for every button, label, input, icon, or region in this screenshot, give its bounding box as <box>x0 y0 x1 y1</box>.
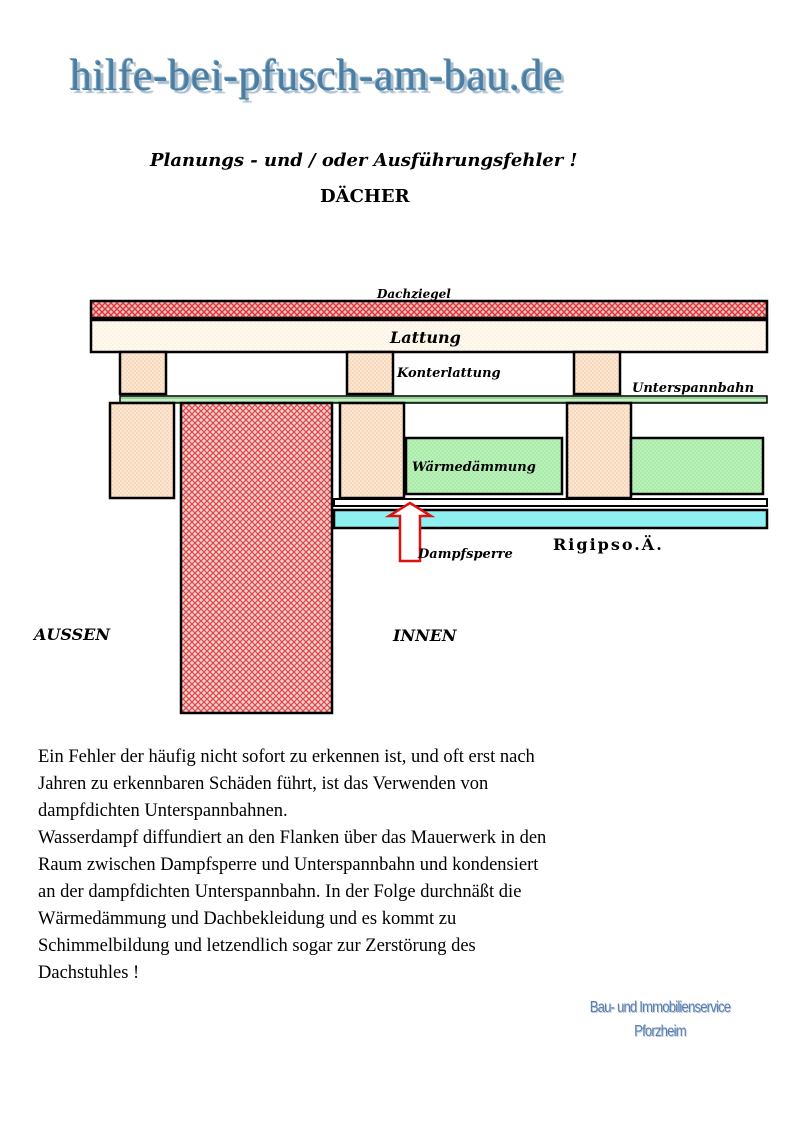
site-title: hilfe-bei-pfusch-am-bau.de <box>70 51 564 100</box>
text-line: an der dampfdichten Unterspannbahn. In der Folge durchnäßt die <box>38 882 522 902</box>
label-rigips: Rigipso.Ä. <box>553 535 664 554</box>
text-line: dampfdichten Unterspannbahnen. <box>38 801 288 821</box>
page-subtitle: Planungs - und / oder Ausführungsfehler ! <box>150 150 578 171</box>
counter-batten <box>120 352 166 394</box>
insulation <box>631 438 763 494</box>
text-line: Dachstuhles ! <box>38 963 140 983</box>
section-heading: DÄCHER <box>320 186 410 207</box>
text-line: Wasserdampf diffundiert an den Flanken über das Mauerwerk in den <box>38 828 547 848</box>
text-line: Jahren zu erkennbaren Schäden führt, ist das Verwenden von <box>38 774 489 794</box>
text-line: Wärmedämmung und Dachbekleidung und es kommt zu <box>38 909 457 929</box>
rafter <box>340 403 404 498</box>
label-unterspannbahn: Unterspannbahn <box>632 381 755 396</box>
label-dampfsperre: Dampfsperre <box>418 547 513 562</box>
company-city: Pforzheim <box>634 1023 686 1040</box>
label-aussen: AUSSEN <box>34 625 110 644</box>
roof-cross-section-diagram <box>0 270 794 730</box>
explanation-text <box>38 744 738 987</box>
label-konterlattung: Konterlattung <box>397 366 501 381</box>
text-line: Raum zwischen Dampfsperre und Unterspannbahn und kondensiert <box>38 855 539 875</box>
company-name: Bau- und Immobilienservice <box>589 999 731 1016</box>
roof-tile-layer <box>91 301 767 318</box>
label-dachziegel: Dachziegel <box>377 287 451 301</box>
counter-batten <box>347 352 393 394</box>
rafter <box>110 403 174 498</box>
text-line: Ein Fehler der häufig nicht sofort zu erkennen ist, und oft erst nach <box>38 747 535 767</box>
label-lattung: Lattung <box>390 328 461 347</box>
vapor-barrier <box>334 499 767 506</box>
rafter <box>567 403 631 498</box>
label-innen: INNEN <box>393 626 457 645</box>
text-line: Schimmelbildung und letzendlich sogar zur Zerstörung des <box>38 936 476 956</box>
counter-batten <box>574 352 620 394</box>
company-footer <box>586 996 734 1044</box>
masonry-wall <box>181 403 332 713</box>
label-waermedaemmung: Wärmedämmung <box>412 460 536 475</box>
